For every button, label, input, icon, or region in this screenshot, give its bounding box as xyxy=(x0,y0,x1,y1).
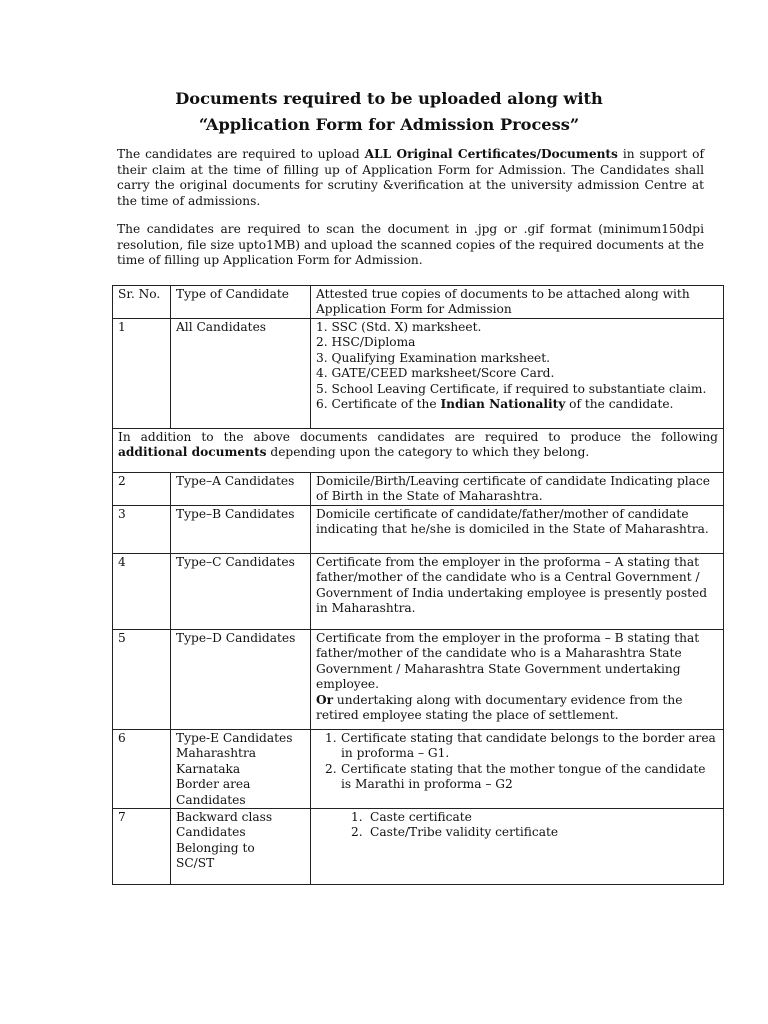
intro-p1-bold: ALL Original Certificates/Documents xyxy=(364,147,618,161)
row-6-docs xyxy=(311,730,724,809)
addition-note-row xyxy=(113,429,724,473)
row-5-or-after: undertaking along with documentary evidence from the retired employee stating the place of settlement. xyxy=(316,692,683,723)
header-type-of-candidate: Type of Candidate xyxy=(171,286,311,319)
table-row xyxy=(113,319,724,429)
row-7-type-line-1: Backward class xyxy=(176,810,273,825)
list-number: 2. xyxy=(351,825,363,840)
row-1-item-2: 2. HSC/Diploma xyxy=(316,335,416,350)
row-7-type-line-3: Belonging to xyxy=(176,840,255,855)
row-6-type-line-3: Karnataka xyxy=(176,761,241,776)
row-2-docs: Domicile/Birth/Leaving certificate of candidate Indicating place of Birth in the State of Maharashtra. xyxy=(311,473,724,506)
row-6-list xyxy=(316,731,718,793)
table-row xyxy=(113,630,724,730)
row-3-type: Type–B Candidates xyxy=(171,506,311,554)
addition-note xyxy=(113,429,724,473)
list-text: Certificate stating that candidate belongs to the border area in proforma – G1. xyxy=(341,731,716,761)
row-3-docs: Domicile certificate of candidate/father/mother of candidate indicating that he/she is domiciled in the State of Maharashtra. xyxy=(311,506,724,554)
table-header-row xyxy=(113,286,724,319)
list-number: 1. xyxy=(351,810,363,825)
list-text: Certificate stating that the mother tongue of the candidate is Marathi in proforma – G2 xyxy=(341,761,706,792)
addition-before: In addition to the above documents candidates are required to produce the following xyxy=(118,430,718,444)
row-6-type-line-2: Maharashtra xyxy=(176,746,257,761)
header-documents: Attested true copies of documents to be attached along with Application Form for Admission xyxy=(311,286,724,319)
row-1-item-6-bold: Indian Nationality xyxy=(440,397,566,412)
list-number: 2. xyxy=(325,761,337,776)
list-text: Caste/Tribe validity certificate xyxy=(370,825,559,840)
document-title xyxy=(60,86,718,138)
header-sr-no: Sr. No. xyxy=(113,286,171,319)
intro-paragraph-2: The candidates are required to scan the document in .jpg or .gif format (minimum150dpi resolution, file size upto1MB) and upload the scanned copies of the required documents at the time of filling up Application Form for Admission. xyxy=(117,222,704,268)
list-number: 1. xyxy=(325,731,337,745)
intro-paragraph-1 xyxy=(117,147,704,209)
list-item xyxy=(316,731,718,762)
row-7-type-line-4: SC/ST xyxy=(176,856,215,871)
row-6-type xyxy=(171,730,311,809)
addition-bold: additional documents xyxy=(118,445,267,460)
row-1-item-3: 3. Qualifying Examination marksheet. xyxy=(316,350,551,365)
title-line-2: “Application Form for Admission Process” xyxy=(198,115,580,134)
row-6-type-line-4: Border area xyxy=(176,777,251,792)
row-1-item-5: 5. School Leaving Certificate, if required to substantiate claim. xyxy=(316,381,707,396)
row-7-type-line-2: Candidates xyxy=(176,825,246,840)
intro-p1-after: in support of their claim at the time of filling up of Application Form for Admission. The Candidates shall carry the original documents for scrutiny &verification at the university admission Centre at the time of admissions. xyxy=(117,147,704,208)
documents-table xyxy=(112,285,724,885)
row-1-sr: 1 xyxy=(113,319,171,429)
row-4-docs: Certificate from the employer in the proforma – A stating that father/mother of the candidate who is a Central Government / Government of India undertaking employee is presently posted in Maharashtra. xyxy=(311,554,724,630)
addition-after: depending upon the category to which they belong. xyxy=(266,445,590,460)
row-5-sr: 5 xyxy=(113,630,171,730)
list-text: Caste certificate xyxy=(370,810,472,825)
row-3-sr: 3 xyxy=(113,506,171,554)
row-4-type: Type–C Candidates xyxy=(171,554,311,630)
row-4-sr: 4 xyxy=(113,554,171,630)
table-row xyxy=(113,473,724,506)
row-7-sr: 7 xyxy=(113,809,171,885)
row-7-docs xyxy=(311,809,724,885)
row-2-sr: 2 xyxy=(113,473,171,506)
row-5-docs xyxy=(311,630,724,730)
row-2-type: Type–A Candidates xyxy=(171,473,311,506)
row-6-sr: 6 xyxy=(113,730,171,809)
table-row xyxy=(113,554,724,630)
intro-p1-before: The candidates are required to upload xyxy=(117,147,365,161)
list-item xyxy=(316,762,718,793)
row-6-type-line-5: Candidates xyxy=(176,792,246,807)
row-1-item-6-after: of the candidate. xyxy=(565,397,674,412)
row-5-type: Type–D Candidates xyxy=(171,630,311,730)
row-1-item-6 xyxy=(316,397,718,412)
row-1-item-4: 4. GATE/CEED marksheet/Score Card. xyxy=(316,366,555,381)
row-5-or-bold: Or xyxy=(316,692,334,707)
list-item xyxy=(316,825,718,840)
table-row xyxy=(113,809,724,885)
row-1-type: All Candidates xyxy=(171,319,311,429)
list-item xyxy=(316,810,718,825)
row-7-list xyxy=(316,810,718,841)
table-row xyxy=(113,506,724,554)
row-6-type-line-1: Type-E Candidates xyxy=(176,731,293,745)
table-row xyxy=(113,730,724,809)
row-7-type xyxy=(171,809,311,885)
row-1-docs xyxy=(311,319,724,429)
title-line-1: Documents required to be uploaded along with xyxy=(175,89,603,108)
row-5-or-text xyxy=(316,693,718,724)
row-1-item-1: 1. SSC (Std. X) marksheet. xyxy=(316,320,482,334)
row-5-main-text: Certificate from the employer in the proforma – B stating that father/mother of the candidate who is a Maharashtra State Government / Maharashtra State Government undertaking employee. xyxy=(316,631,700,692)
row-1-item-6-before: 6. Certificate of the xyxy=(316,397,441,412)
